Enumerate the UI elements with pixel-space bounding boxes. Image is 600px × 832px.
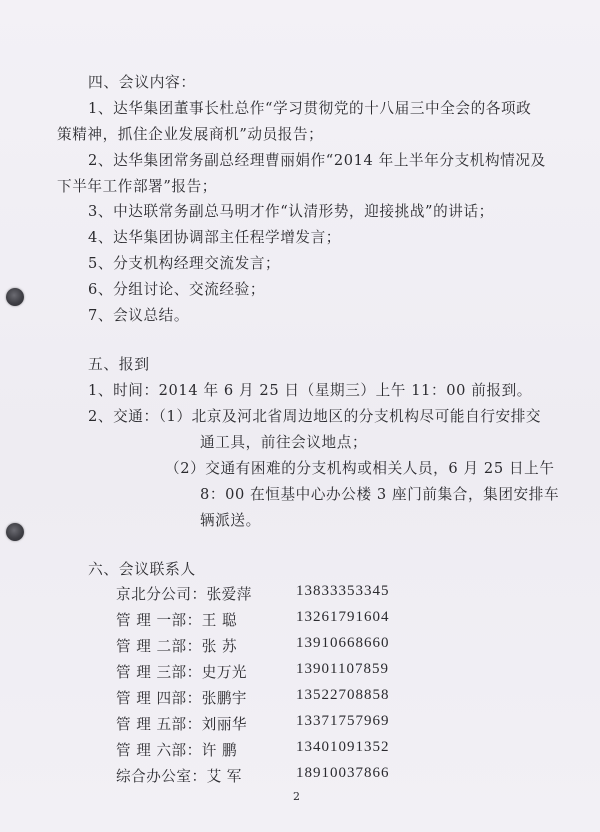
agenda-item-3: 3、中达联常务副总马明才作“认清形势，迎接挑战”的讲话； xyxy=(88,203,494,220)
contact-name: 管 理 五部：刘丽华 xyxy=(116,716,248,733)
agenda-item-2: 2、达华集团常务副总经理曹丽娟作“2014 年上半年分支机构情况及 xyxy=(88,152,546,169)
registration-transport-cont: 通工具，前往会议地点； xyxy=(200,434,368,451)
registration-transport-2-cont: 8：00 在恒基中心办公楼 3 座门前集合，集团安排车 xyxy=(200,486,560,503)
agenda-item-1: 1、达华集团董事长杜总作“学习贯彻党的十八届三中全会的各项政 xyxy=(88,100,532,117)
registration-transport-2: （2）交通有困难的分支机构或相关人员，6 月 25 日上午 xyxy=(165,460,555,477)
registration-time: 1、时间：2014 年 6 月 25 日（星期三）上午 11：00 前报到。 xyxy=(88,382,532,399)
punch-hole xyxy=(6,523,24,541)
contact-phone: 13522708858 xyxy=(296,687,390,703)
agenda-item-1-cont: 策精神，抓住企业发展商机”动员报告； xyxy=(57,126,324,143)
contact-name: 京北分公司：张爱萍 xyxy=(116,586,252,603)
contact-phone: 13401091352 xyxy=(296,739,390,755)
contact-phone: 18910037866 xyxy=(296,765,390,781)
contact-phone: 13833353345 xyxy=(296,583,390,599)
agenda-item-6: 6、分组讨论、交流经验； xyxy=(88,281,266,298)
contact-name: 管 理 三部：史万光 xyxy=(116,664,248,681)
contact-name: 管 理 二部：张 苏 xyxy=(116,638,238,655)
section-5-heading: 五、报到 xyxy=(88,356,150,373)
agenda-item-7: 7、会议总结。 xyxy=(88,307,190,324)
punch-hole xyxy=(6,288,24,306)
agenda-item-5: 5、分支机构经理交流发言； xyxy=(88,255,281,272)
contact-name: 管 理 四部：张鹏宇 xyxy=(116,690,248,707)
agenda-item-4: 4、达华集团协调部主任程学增发言； xyxy=(88,229,341,246)
contact-name: 综合办公室：艾 军 xyxy=(116,768,242,785)
page-number: 2 xyxy=(293,790,300,803)
contact-name: 管 理 一部：王 聪 xyxy=(116,612,238,629)
contact-name: 管 理 六部：许 鹏 xyxy=(116,742,238,759)
agenda-item-2-cont: 下半年工作部署”报告； xyxy=(57,178,217,195)
section-6-heading: 六、会议联系人 xyxy=(88,561,196,578)
contact-phone: 13910668660 xyxy=(296,635,390,651)
contact-phone: 13901107859 xyxy=(296,661,389,677)
section-4-heading: 四、会议内容： xyxy=(88,74,196,91)
contact-phone: 13371757969 xyxy=(296,713,390,729)
registration-transport: 2、交通：（1）北京及河北省周边地区的分支机构尽可能自行安排交 xyxy=(88,408,542,425)
contact-phone: 13261791604 xyxy=(296,609,390,625)
registration-transport-2-end: 辆派送。 xyxy=(200,512,261,529)
